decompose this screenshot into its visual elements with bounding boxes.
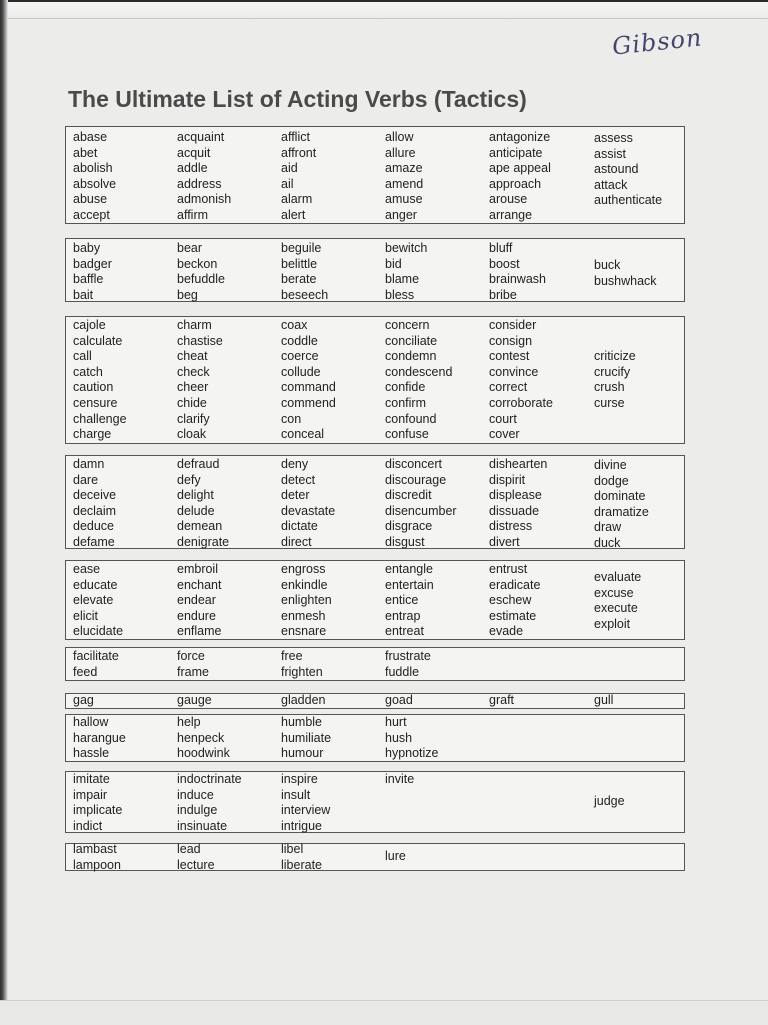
- verb-column: [594, 570, 641, 632]
- verb-word: elevate: [73, 593, 114, 608]
- verb-word: criticize: [594, 349, 636, 363]
- verb-word: antagonize: [489, 130, 551, 144]
- verb-word: disconcert: [385, 457, 442, 471]
- verb-column: [281, 842, 322, 873]
- verb-word: libel: [281, 842, 304, 856]
- verb-word: confound: [385, 411, 437, 426]
- verb-word: abolish: [73, 161, 113, 176]
- verb-word: indoctrinate: [177, 772, 242, 786]
- verb-word: dodge: [594, 473, 629, 488]
- verb-column: [385, 241, 427, 303]
- verb-word: approach: [489, 176, 542, 191]
- verb-column: [73, 318, 127, 443]
- verb-word: contest: [489, 349, 530, 364]
- verb-word: amaze: [385, 161, 423, 176]
- verb-column: [594, 794, 625, 810]
- verb-word: disgrace: [385, 519, 433, 534]
- verb-column: [177, 693, 212, 709]
- verb-word: addle: [177, 161, 208, 176]
- verb-column: [594, 131, 662, 209]
- verb-column: [594, 458, 649, 552]
- verb-column: [385, 715, 439, 762]
- verb-column: [177, 130, 231, 224]
- verb-word: bewitch: [385, 241, 428, 255]
- verb-column: [489, 457, 547, 551]
- verb-word: cloak: [177, 427, 207, 442]
- verb-word: duck: [594, 535, 621, 550]
- verb-word: beckon: [177, 256, 218, 271]
- verb-word: confuse: [385, 427, 429, 442]
- verb-word: enkindle: [281, 577, 328, 592]
- verb-word: charge: [73, 427, 112, 442]
- verb-word: blame: [385, 272, 420, 287]
- verb-word: delight: [177, 488, 214, 503]
- verb-word: delude: [177, 503, 215, 518]
- page-left-edge: [0, 0, 8, 1024]
- verb-column: [385, 693, 413, 709]
- verb-word: force: [177, 649, 205, 663]
- verb-word: accept: [73, 207, 110, 222]
- verb-word: curse: [594, 395, 625, 410]
- verb-column: [177, 318, 223, 443]
- verb-word: dishearten: [489, 457, 548, 471]
- verb-word: insinuate: [177, 818, 228, 833]
- verb-column: [281, 457, 335, 551]
- verb-word: hypnotize: [385, 746, 439, 761]
- verb-word: execute: [594, 601, 638, 616]
- verb-word: elicit: [73, 608, 99, 623]
- verb-word: aid: [281, 161, 298, 176]
- verb-word: censure: [73, 395, 118, 410]
- verb-word: damn: [73, 457, 105, 471]
- verb-column: [73, 649, 119, 680]
- verb-word: dominate: [594, 489, 646, 504]
- verb-word: deter: [281, 488, 310, 503]
- verb-word: insult: [281, 787, 311, 802]
- verb-word: entrap: [385, 608, 421, 623]
- verb-word: condescend: [385, 364, 453, 379]
- verb-word: check: [177, 364, 210, 379]
- verb-word: excuse: [594, 585, 634, 600]
- verb-word: disgust: [385, 534, 425, 549]
- verb-word: henpeck: [177, 730, 225, 745]
- verb-column: [385, 457, 457, 551]
- verb-word: ease: [73, 562, 101, 576]
- verb-word: address: [177, 176, 222, 191]
- verb-word: lecture: [177, 857, 215, 872]
- verb-word: lead: [177, 842, 201, 856]
- verb-word: bid: [385, 256, 402, 271]
- verb-word: impair: [73, 787, 108, 802]
- verb-word: correct: [489, 380, 528, 395]
- verb-word: distress: [489, 519, 533, 534]
- verb-word: evade: [489, 624, 524, 639]
- verb-word: affront: [281, 145, 317, 160]
- verb-word: absolve: [73, 176, 117, 191]
- verb-word: concern: [385, 318, 430, 332]
- verb-word: arrange: [489, 207, 533, 222]
- verb-word: attack: [594, 177, 628, 192]
- verb-word: demean: [177, 519, 223, 534]
- verb-word: cajole: [73, 318, 106, 332]
- verb-word: anger: [385, 207, 417, 222]
- verb-word: assist: [594, 146, 626, 161]
- verb-word: indulge: [177, 803, 218, 818]
- verb-word: entertain: [385, 577, 434, 592]
- verb-word: humiliate: [281, 730, 332, 745]
- verb-column: [385, 849, 406, 865]
- verb-column: [385, 562, 434, 640]
- verb-word: deny: [281, 457, 309, 471]
- verb-word: cover: [489, 427, 520, 442]
- verb-word: discredit: [385, 488, 432, 503]
- verb-word: ail: [281, 176, 294, 191]
- verb-word: eradicate: [489, 577, 541, 592]
- verb-word: crucify: [594, 364, 631, 379]
- verb-word: draw: [594, 520, 622, 535]
- verb-column: [73, 562, 123, 640]
- verb-word: hush: [385, 730, 413, 745]
- verb-column: [177, 457, 229, 551]
- verb-word: commend: [281, 395, 336, 410]
- verb-word: convince: [489, 364, 539, 379]
- verb-word: defame: [73, 534, 115, 549]
- verb-word: intrigue: [281, 818, 322, 833]
- verb-word: hoodwink: [177, 746, 230, 761]
- verb-word: hassle: [73, 746, 110, 761]
- verb-column: [177, 715, 230, 762]
- verb-word: humour: [281, 746, 324, 761]
- verb-column: [489, 130, 551, 224]
- verb-column: [281, 130, 316, 224]
- verb-word: astound: [594, 162, 639, 177]
- verb-word: bushwhack: [594, 273, 657, 288]
- verb-word: endear: [177, 593, 216, 608]
- verb-group-b: [65, 238, 685, 302]
- verb-column: [385, 772, 414, 788]
- verb-word: anticipate: [489, 145, 543, 160]
- verb-word: judge: [594, 794, 625, 808]
- verb-column: [177, 772, 242, 834]
- verb-word: evaluate: [594, 570, 642, 584]
- verb-word: afflict: [281, 130, 310, 144]
- verb-word: conciliate: [385, 333, 438, 348]
- verb-word: entrust: [489, 562, 528, 576]
- handwritten-signature: [610, 23, 744, 74]
- verb-word: alert: [281, 207, 306, 222]
- verb-word: bless: [385, 287, 415, 302]
- verb-word: gauge: [177, 693, 212, 707]
- verb-column: [489, 693, 514, 709]
- verb-word: implicate: [73, 803, 123, 818]
- verb-word: dictate: [281, 519, 318, 534]
- verb-word: dramatize: [594, 504, 649, 519]
- verb-word: displease: [489, 488, 542, 503]
- verb-word: caution: [73, 380, 114, 395]
- verb-word: corroborate: [489, 395, 553, 410]
- verb-word: condemn: [385, 349, 437, 364]
- verb-column: [385, 649, 431, 680]
- verb-word: assess: [594, 131, 633, 145]
- verb-word: estimate: [489, 608, 537, 623]
- verb-column: [281, 693, 326, 709]
- verb-word: con: [281, 411, 302, 426]
- verb-word: cheer: [177, 380, 209, 395]
- verb-column: [177, 562, 221, 640]
- verb-word: belittle: [281, 256, 318, 271]
- verb-column: [594, 349, 636, 411]
- verb-word: frame: [177, 664, 209, 679]
- verb-word: ape appeal: [489, 161, 551, 176]
- verb-word: imitate: [73, 772, 110, 786]
- verb-word: abuse: [73, 192, 108, 207]
- verb-word: humble: [281, 715, 322, 729]
- verb-group-h: [65, 714, 685, 762]
- verb-word: fuddle: [385, 664, 420, 679]
- verb-group-a: [65, 126, 685, 224]
- verb-word: buck: [594, 258, 621, 272]
- verb-word: elucidate: [73, 624, 124, 639]
- verb-word: brainwash: [489, 272, 546, 287]
- verb-column: [73, 715, 126, 762]
- verb-word: call: [73, 349, 92, 364]
- verb-column: [281, 772, 330, 834]
- verb-column: [177, 649, 209, 680]
- verb-column: [73, 130, 116, 224]
- verb-word: lure: [385, 849, 406, 863]
- verb-word: devastate: [281, 503, 336, 518]
- verb-group-l: [65, 843, 685, 871]
- verb-column: [73, 693, 94, 709]
- verb-word: invite: [385, 772, 415, 786]
- verb-word: graft: [489, 693, 515, 707]
- verb-word: beseech: [281, 287, 329, 302]
- verb-word: arouse: [489, 192, 528, 207]
- verb-word: discourage: [385, 472, 447, 487]
- verb-word: endure: [177, 608, 216, 623]
- verb-column: [281, 241, 328, 303]
- verb-word: coddle: [281, 333, 318, 348]
- verb-column: [281, 318, 336, 443]
- verb-group-c: [65, 316, 685, 444]
- verb-column: [489, 318, 553, 443]
- verb-word: authenticate: [594, 193, 663, 208]
- verb-word: declaim: [73, 503, 117, 518]
- verb-word: defraud: [177, 457, 220, 471]
- verb-word: confide: [385, 380, 426, 395]
- verb-word: bait: [73, 287, 94, 302]
- verb-column: [594, 693, 613, 709]
- verb-group-g: [65, 693, 685, 709]
- verb-word: deduce: [73, 519, 115, 534]
- verb-word: bribe: [489, 287, 517, 302]
- verb-word: consider: [489, 318, 537, 332]
- verb-word: abet: [73, 145, 98, 160]
- verb-word: affirm: [177, 207, 209, 222]
- verb-word: charm: [177, 318, 212, 332]
- verb-word: entreat: [385, 624, 424, 639]
- verb-word: divert: [489, 534, 520, 549]
- verb-word: facilitate: [73, 649, 119, 663]
- verb-word: amend: [385, 176, 424, 191]
- verb-word: boost: [489, 256, 520, 271]
- verb-column: [177, 241, 225, 303]
- verb-word: dare: [73, 472, 99, 487]
- verb-word: court: [489, 411, 517, 426]
- verb-word: goad: [385, 693, 413, 707]
- verb-word: enflame: [177, 624, 222, 639]
- signature-text: Gibson: [610, 23, 704, 61]
- verb-word: hurt: [385, 715, 407, 729]
- verb-word: befuddle: [177, 272, 225, 287]
- verb-word: catch: [73, 364, 103, 379]
- verb-word: amuse: [385, 192, 423, 207]
- verb-word: berate: [281, 272, 317, 287]
- verb-word: chide: [177, 395, 207, 410]
- verb-word: challenge: [73, 411, 127, 426]
- verb-word: educate: [73, 577, 118, 592]
- verb-column: [385, 318, 452, 443]
- verb-word: indict: [73, 818, 103, 833]
- verb-word: allow: [385, 130, 414, 144]
- verb-word: inspire: [281, 772, 318, 786]
- verb-word: command: [281, 380, 336, 395]
- verb-word: ensnare: [281, 624, 327, 639]
- verb-word: deceive: [73, 488, 117, 503]
- verb-word: detect: [281, 472, 316, 487]
- verb-word: baby: [73, 241, 101, 255]
- verb-word: clarify: [177, 411, 210, 426]
- verb-word: induce: [177, 787, 214, 802]
- verb-word: entangle: [385, 562, 433, 576]
- verb-column: [281, 649, 323, 680]
- verb-group-f: [65, 647, 685, 681]
- verb-word: denigrate: [177, 534, 230, 549]
- verb-word: embroil: [177, 562, 218, 576]
- verb-word: consign: [489, 333, 533, 348]
- verb-word: harangue: [73, 730, 126, 745]
- verb-word: dissuade: [489, 503, 540, 518]
- verb-word: enchant: [177, 577, 222, 592]
- verb-word: gull: [594, 693, 614, 707]
- verb-column: [489, 562, 540, 640]
- verb-word: beguile: [281, 241, 322, 255]
- page-bottom-edge: [0, 1000, 768, 1025]
- verb-column: [73, 842, 121, 873]
- verb-column: [594, 258, 657, 289]
- page-top-edge: [0, 0, 768, 19]
- verb-word: alarm: [281, 192, 313, 207]
- verb-word: hallow: [73, 715, 109, 729]
- verb-word: crush: [594, 380, 625, 395]
- verb-word: free: [281, 649, 303, 663]
- verb-word: bear: [177, 241, 203, 255]
- verb-word: entice: [385, 593, 419, 608]
- verb-word: beg: [177, 287, 198, 302]
- verb-group-e: [65, 560, 685, 640]
- verb-group-d: [65, 455, 685, 549]
- verb-word: allure: [385, 145, 416, 160]
- verb-group-i: [65, 771, 685, 833]
- verb-word: divine: [594, 458, 627, 472]
- verb-word: enmesh: [281, 608, 326, 623]
- verb-column: [489, 241, 546, 303]
- verb-word: baffle: [73, 272, 104, 287]
- verb-column: [385, 130, 423, 224]
- verb-word: coerce: [281, 349, 319, 364]
- verb-word: conceal: [281, 427, 325, 442]
- verb-word: eschew: [489, 593, 532, 608]
- verb-word: engross: [281, 562, 326, 576]
- verb-column: [177, 842, 215, 873]
- verb-column: [73, 772, 122, 834]
- verb-word: collude: [281, 364, 321, 379]
- verb-word: liberate: [281, 857, 322, 872]
- verb-word: chastise: [177, 333, 223, 348]
- verb-word: interview: [281, 803, 331, 818]
- verb-word: enlighten: [281, 593, 332, 608]
- verb-word: acquaint: [177, 130, 225, 144]
- verb-word: coax: [281, 318, 308, 332]
- verb-word: acquit: [177, 145, 211, 160]
- verb-word: confirm: [385, 395, 426, 410]
- verb-column: [281, 715, 331, 762]
- verb-word: direct: [281, 534, 312, 549]
- verb-word: disencumber: [385, 503, 457, 518]
- verb-word: frighten: [281, 664, 323, 679]
- verb-word: feed: [73, 664, 98, 679]
- verb-word: lambast: [73, 842, 117, 856]
- verb-word: calculate: [73, 333, 123, 348]
- verb-word: cheat: [177, 349, 208, 364]
- verb-word: badger: [73, 256, 112, 271]
- verb-column: [73, 241, 112, 303]
- page-title: The Ultimate List of Acting Verbs (Tactics): [68, 86, 527, 112]
- verb-column: [281, 562, 332, 640]
- verb-word: help: [177, 715, 201, 729]
- verb-word: defy: [177, 472, 201, 487]
- verb-word: admonish: [177, 192, 232, 207]
- verb-word: exploit: [594, 616, 631, 631]
- verb-word: dispirit: [489, 472, 526, 487]
- verb-column: [73, 457, 116, 551]
- verb-word: gladden: [281, 693, 326, 707]
- verb-word: abase: [73, 130, 108, 144]
- verb-word: bluff: [489, 241, 513, 255]
- verb-word: gag: [73, 693, 94, 707]
- verb-word: lampoon: [73, 857, 121, 872]
- verb-word: frustrate: [385, 649, 431, 663]
